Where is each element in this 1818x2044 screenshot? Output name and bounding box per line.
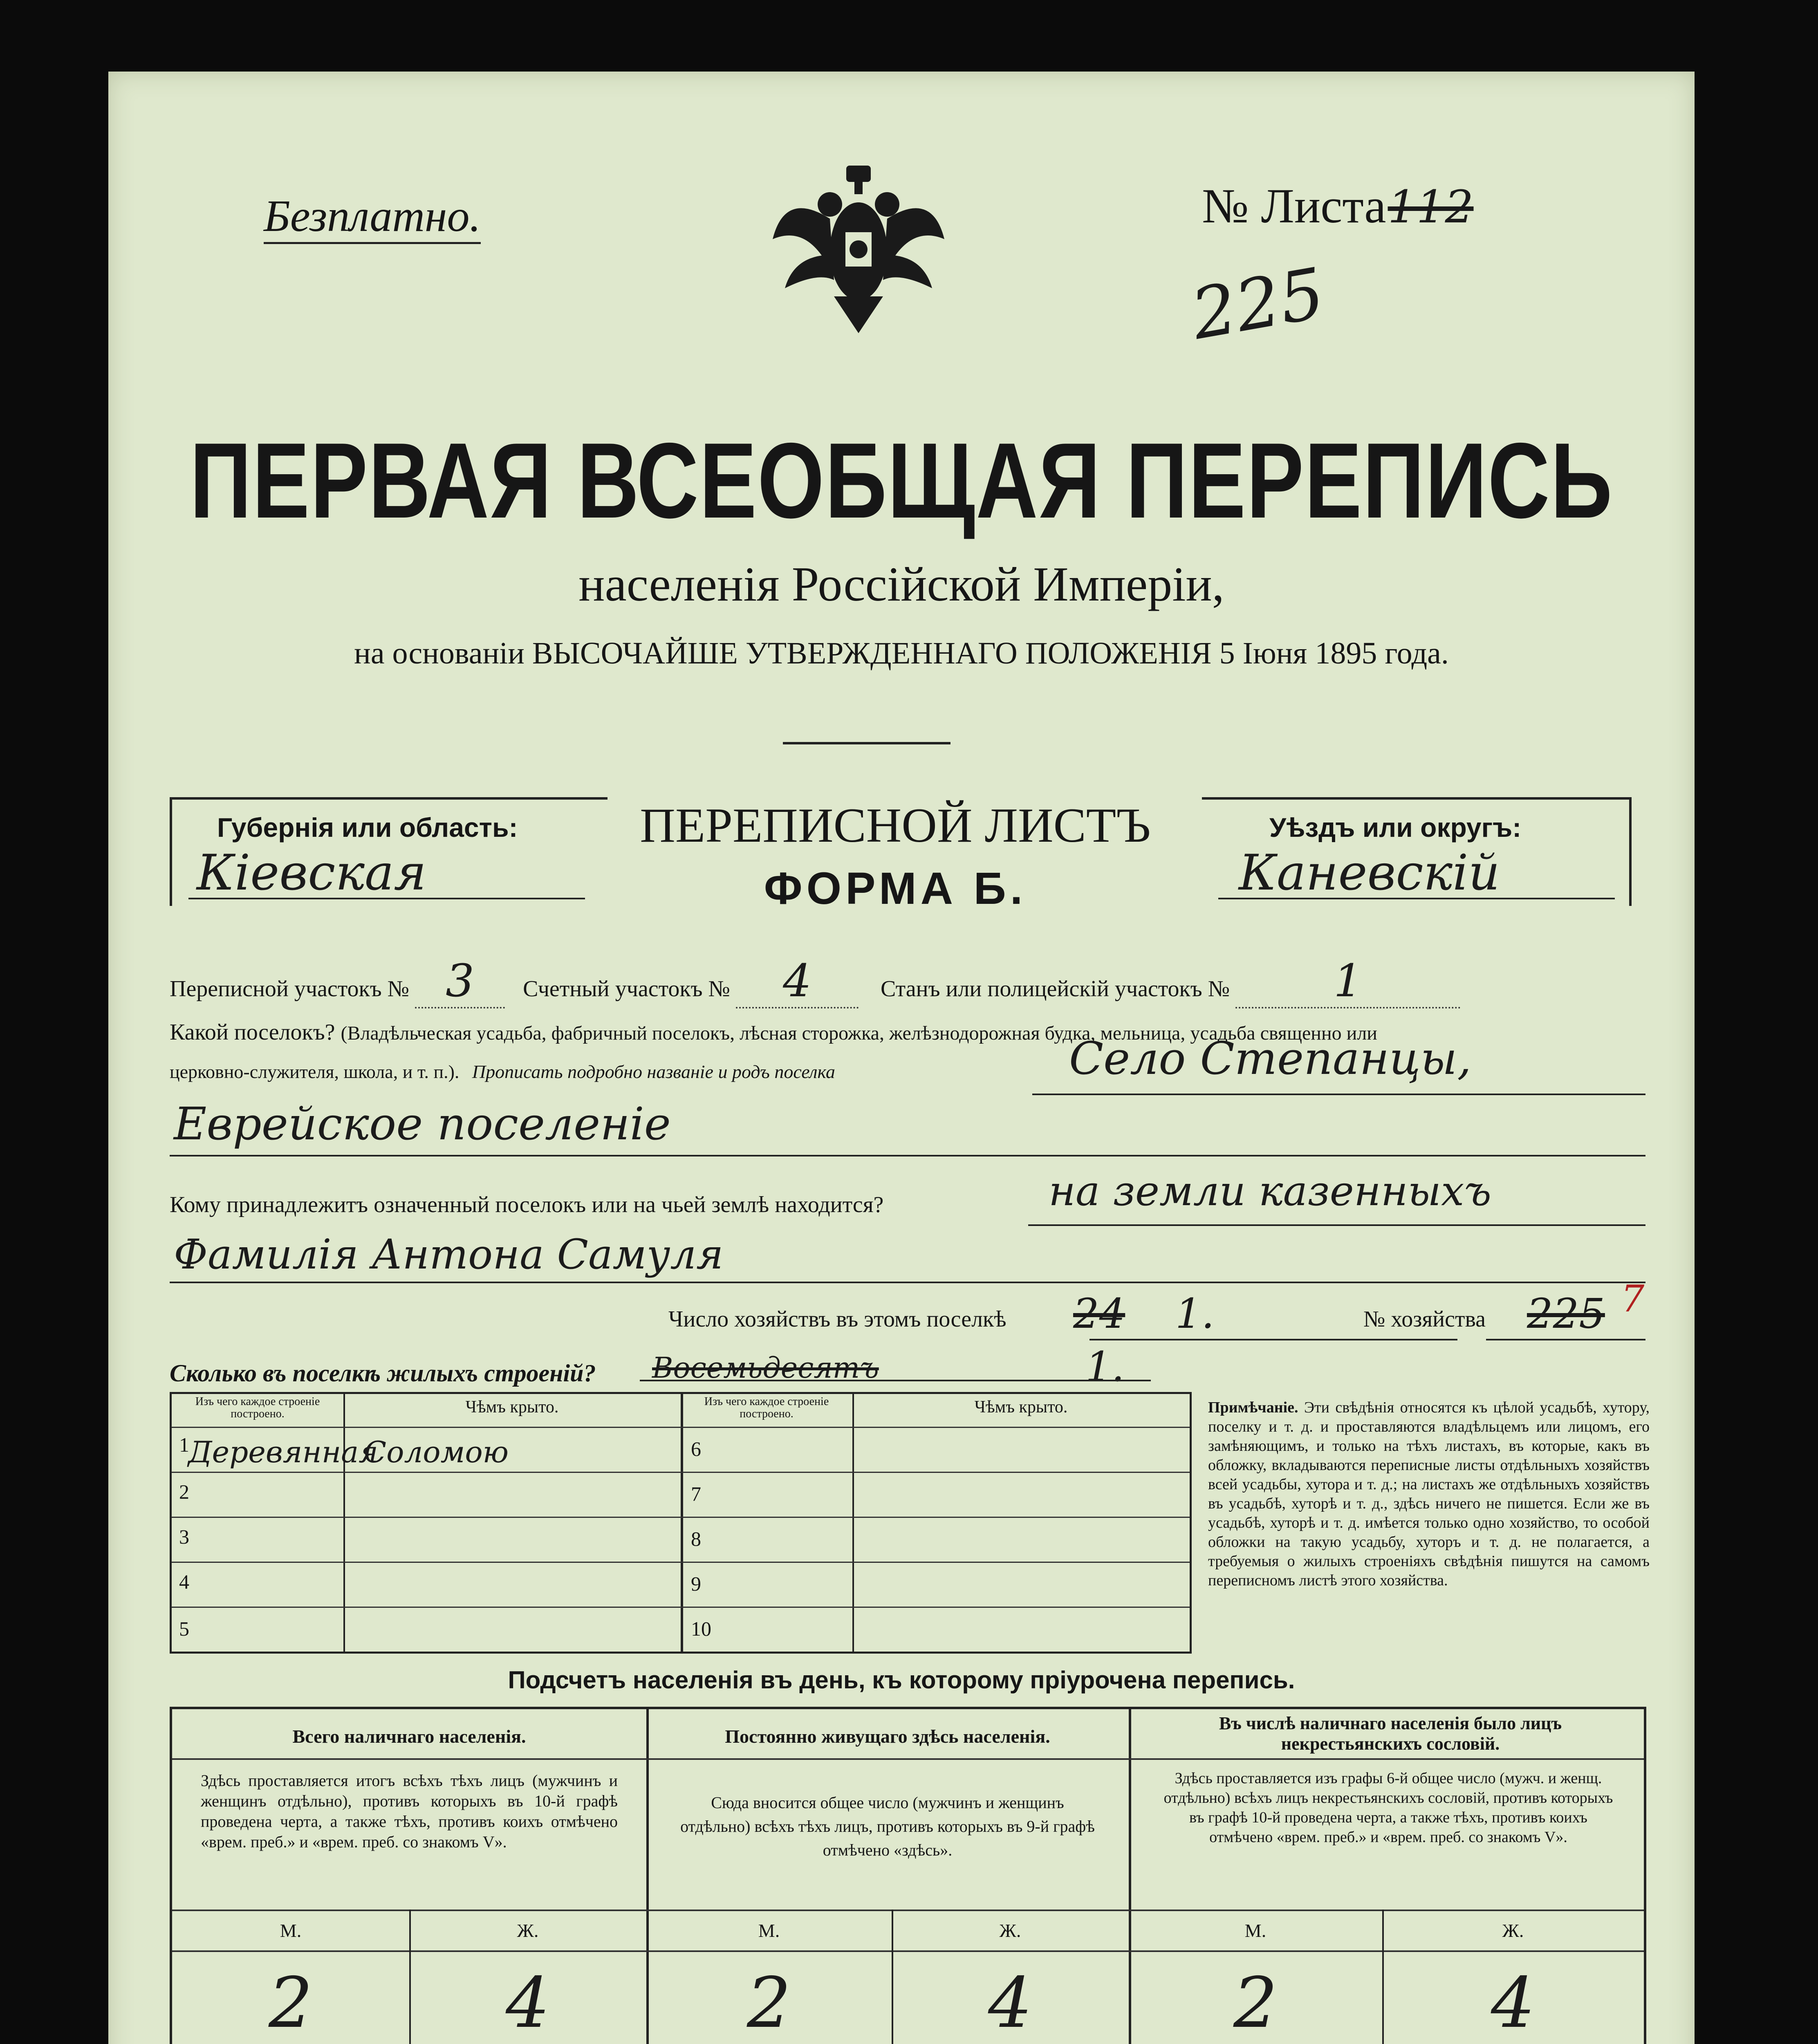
- count-area-value: 4: [736, 955, 859, 1009]
- province-box: [170, 797, 607, 906]
- note-text: Эти свѣдѣнія относятся къ цѣлой усадьбѣ, хутору, поселку и т. д. и проставляются владѣльцемъ или лицомъ, его замѣняющимъ, и только на тѣхъ листахъ, въ которые, какъ въ обложку, вкладываются переписные листы отдѣльныхъ хозяйствъ всей усадьбы, хутора и т. д.; на листахъ же отдѣльныхъ хозяйствъ въ усадьбѣ, хуторѣ и т. д., здѣсь ничего не пишется. Если же въ усадьбѣ, хуторѣ и т. д. имѣется только одно хозяйство, то особой обложки на такую усадьбу, хуторъ и т. д. не полагается, а требуемыя о жилыхъ строеніяхъ свѣдѣнія пишутся на самомъ переписномъ листѣ этого хозяйства.: [1208, 1399, 1650, 1589]
- settlement-value-1: Село Степанцы,: [1069, 1032, 1472, 1085]
- building-row-num: 2: [179, 1480, 189, 1503]
- household-number-crossed: 225: [1527, 1290, 1605, 1338]
- count-col1-text: Здѣсь проставляется итогъ всѣхъ тѣхъ лицъ (мужчинъ и женщинъ отдѣльно), противъ которыхъ въ 10-й графѣ проведена черта, а также тѣхъ, противъ коихъ отмѣчено «врем. преб.» и «врем. преб. со знакомъ V».: [201, 1771, 618, 1851]
- buildings-crossed: Восемьдесятъ: [652, 1351, 879, 1385]
- settlement-label: Какой поселокъ?: [170, 1020, 335, 1045]
- count-f-label: Ж.: [1502, 1920, 1524, 1941]
- count-value: 2: [746, 1963, 791, 2044]
- district-label: Уѣздъ или округъ:: [1269, 812, 1522, 843]
- owner-line-2: [170, 1282, 1645, 1283]
- sheet-number-label: № Листа: [1202, 179, 1386, 233]
- buildings-divider-mid: [681, 1394, 683, 1652]
- census-subtitle: населенія Россійской Имперіи,: [578, 557, 1224, 611]
- building-row-num: 10: [691, 1617, 711, 1640]
- note-block: [1208, 1398, 1650, 1590]
- census-area-row: [170, 955, 1641, 1007]
- count-header-line: [172, 1758, 1644, 1760]
- building-row-num: 6: [691, 1437, 701, 1460]
- count-value: 4: [988, 1963, 1033, 2044]
- settlement-hint-3: Прописать подробно названіе и родъ поселка: [472, 1061, 835, 1082]
- households-label: Число хозяйствъ въ этомъ поселкѣ: [668, 1307, 1007, 1332]
- buildings-header-material: Изъ чего каждое строеніе построено.: [195, 1395, 320, 1420]
- district-underline: [1218, 898, 1615, 899]
- settlement-line-2: [170, 1155, 1645, 1156]
- building-row-num: 5: [179, 1617, 189, 1640]
- count-m-label: М.: [1244, 1920, 1267, 1941]
- household-number-label: № хозяйства: [1363, 1307, 1486, 1332]
- owner-line-1: [1028, 1224, 1645, 1226]
- count-col2-title: Постоянно живущаго здѣсь населенія.: [725, 1726, 1050, 1747]
- count-f-label: Ж.: [517, 1920, 539, 1941]
- count-f-label: Ж.: [999, 1920, 1021, 1941]
- census-area-label: Переписной участокъ №: [170, 976, 410, 1002]
- count-col2-text: Сюда вносится общее число (мужчинъ и женщинъ отдѣльно) всѣхъ тѣхъ лицъ, противъ которыхъ въ 9-й графѣ отмѣчено «здѣсь».: [680, 1793, 1095, 1859]
- building-roof: Соломою: [364, 1435, 509, 1469]
- count-table: [170, 1707, 1646, 2044]
- census-form-sheet: [108, 72, 1695, 2044]
- owner-value-1: на земли казенныхъ: [1049, 1167, 1492, 1215]
- district-value: Каневскій: [1239, 845, 1500, 901]
- count-mf-line: [172, 1950, 1644, 1952]
- count-m-label: М.: [280, 1920, 302, 1941]
- count-value: 2: [1233, 1963, 1278, 2044]
- form-title: ПЕРЕПИСНОЙ ЛИСТЪ: [640, 798, 1151, 852]
- census-main-title: ПЕРВАЯ ВСЕОБЩАЯ ПЕРЕПИСЬ: [190, 420, 1613, 541]
- census-area-value: 3: [415, 955, 505, 1009]
- sheet-number-crossed: 112: [1388, 181, 1474, 233]
- count-col3-title: Въ числѣ наличнаго населенія было лицъ некрестьянскихъ сословій.: [1219, 1713, 1562, 1754]
- buildings-row: [170, 1343, 1151, 1392]
- buildings-divider-a: [343, 1394, 345, 1652]
- count-m-label: М.: [758, 1920, 780, 1941]
- buildings-label: Сколько въ поселкѣ жилыхъ строеній?: [170, 1360, 596, 1387]
- buildings-table: [170, 1392, 1192, 1654]
- households-value: 1.: [1175, 1290, 1215, 1338]
- buildings-header-roof: Чѣмъ крыто.: [465, 1398, 559, 1416]
- buildings-row-line-5: [172, 1607, 1190, 1608]
- count-value: 2: [268, 1963, 313, 2044]
- building-row-num: 8: [691, 1527, 701, 1550]
- households-row: [668, 1278, 1650, 1343]
- divider: [783, 742, 950, 744]
- buildings-row-line-1: [172, 1427, 1190, 1428]
- buildings-header-roof-2: Чѣмъ крыто.: [974, 1398, 1068, 1416]
- buildings-row-line-3: [172, 1517, 1190, 1518]
- police-area-value: 1: [1235, 955, 1460, 1009]
- buildings-value: 1.: [1085, 1343, 1125, 1391]
- buildings-divider-b: [852, 1394, 854, 1652]
- households-line: [1089, 1339, 1457, 1340]
- province-label: Губернія или область:: [217, 812, 518, 843]
- count-title: Подсчетъ населенія въ день, къ которому пріурочена перепись.: [508, 1666, 1295, 1694]
- settlement-line-1: [1032, 1094, 1645, 1095]
- owner-value-2: Фамилія Антона Самуля: [174, 1230, 724, 1278]
- count-text-line: [172, 1910, 1644, 1911]
- households-crossed: 24: [1073, 1290, 1125, 1338]
- sheet-number-block: [1202, 178, 1570, 235]
- settlement-hint-1: (Владѣльческая усадьба, фабричный поселокъ, лѣсная сторожка, желѣзнодорожная будка, мельница, усадьба священно или: [341, 1022, 1377, 1044]
- province-underline: [188, 898, 585, 899]
- note-title: Примѣчаніе.: [1208, 1399, 1298, 1416]
- building-material: Деревянная: [188, 1435, 378, 1469]
- buildings-row-line-4: [172, 1562, 1190, 1563]
- count-col3-text: Здѣсь проставляется изъ графы 6-й общее число (мужч. и женщ. отдѣльно) всѣхъ лицъ некрестьянскихъ сословій, противъ которыхъ въ графѣ 10-й проведена черта, а также тѣхъ, противъ коихъ отмѣчено «врем. преб.» и «врем. преб. со знакомъ V».: [1163, 1770, 1613, 1846]
- building-row-num: 9: [691, 1572, 701, 1595]
- police-area-label: Станъ или полицейскій участокъ №: [880, 976, 1230, 1002]
- province-value: Кіевская: [197, 845, 426, 901]
- count-value: 4: [505, 1963, 550, 2044]
- free-of-charge-label: Безплатно.: [264, 190, 481, 244]
- census-basis: на основаніи ВЫСОЧАЙШЕ УТВЕРЖДЕННАГО ПОЛОЖЕНІЯ 5 Іюня 1895 года.: [354, 636, 1449, 670]
- district-box: [1202, 797, 1632, 906]
- form-type: ФОРМА Б.: [764, 863, 1027, 914]
- buildings-line: [640, 1380, 1151, 1381]
- sheet-number-handwritten: 225: [1186, 253, 1331, 356]
- household-number-line: [1486, 1339, 1645, 1340]
- count-value: 4: [1491, 1963, 1536, 2044]
- settlement-value-2: Еврейское поселеніе: [174, 1098, 671, 1150]
- imperial-eagle-emblem: [769, 166, 948, 337]
- settlement-hint-2: церковно-служителя, школа, и т. п.).: [170, 1061, 460, 1082]
- building-row-num: 3: [179, 1525, 189, 1548]
- building-row-num: 7: [691, 1482, 701, 1505]
- owner-label: Кому принадлежитъ означенный поселокъ или на чьей землѣ находится?: [170, 1192, 884, 1217]
- buildings-row-line-2: [172, 1472, 1190, 1473]
- count-area-label: Счетный участокъ №: [523, 976, 730, 1002]
- building-row-num: 4: [179, 1570, 189, 1593]
- buildings-header-material-2: Изъ чего каждое строеніе построено.: [704, 1395, 829, 1420]
- building-row-num: 1: [179, 1433, 189, 1456]
- household-number-mark: 7: [1621, 1278, 1645, 1320]
- count-col1-title: Всего наличнаго населенія.: [292, 1726, 526, 1747]
